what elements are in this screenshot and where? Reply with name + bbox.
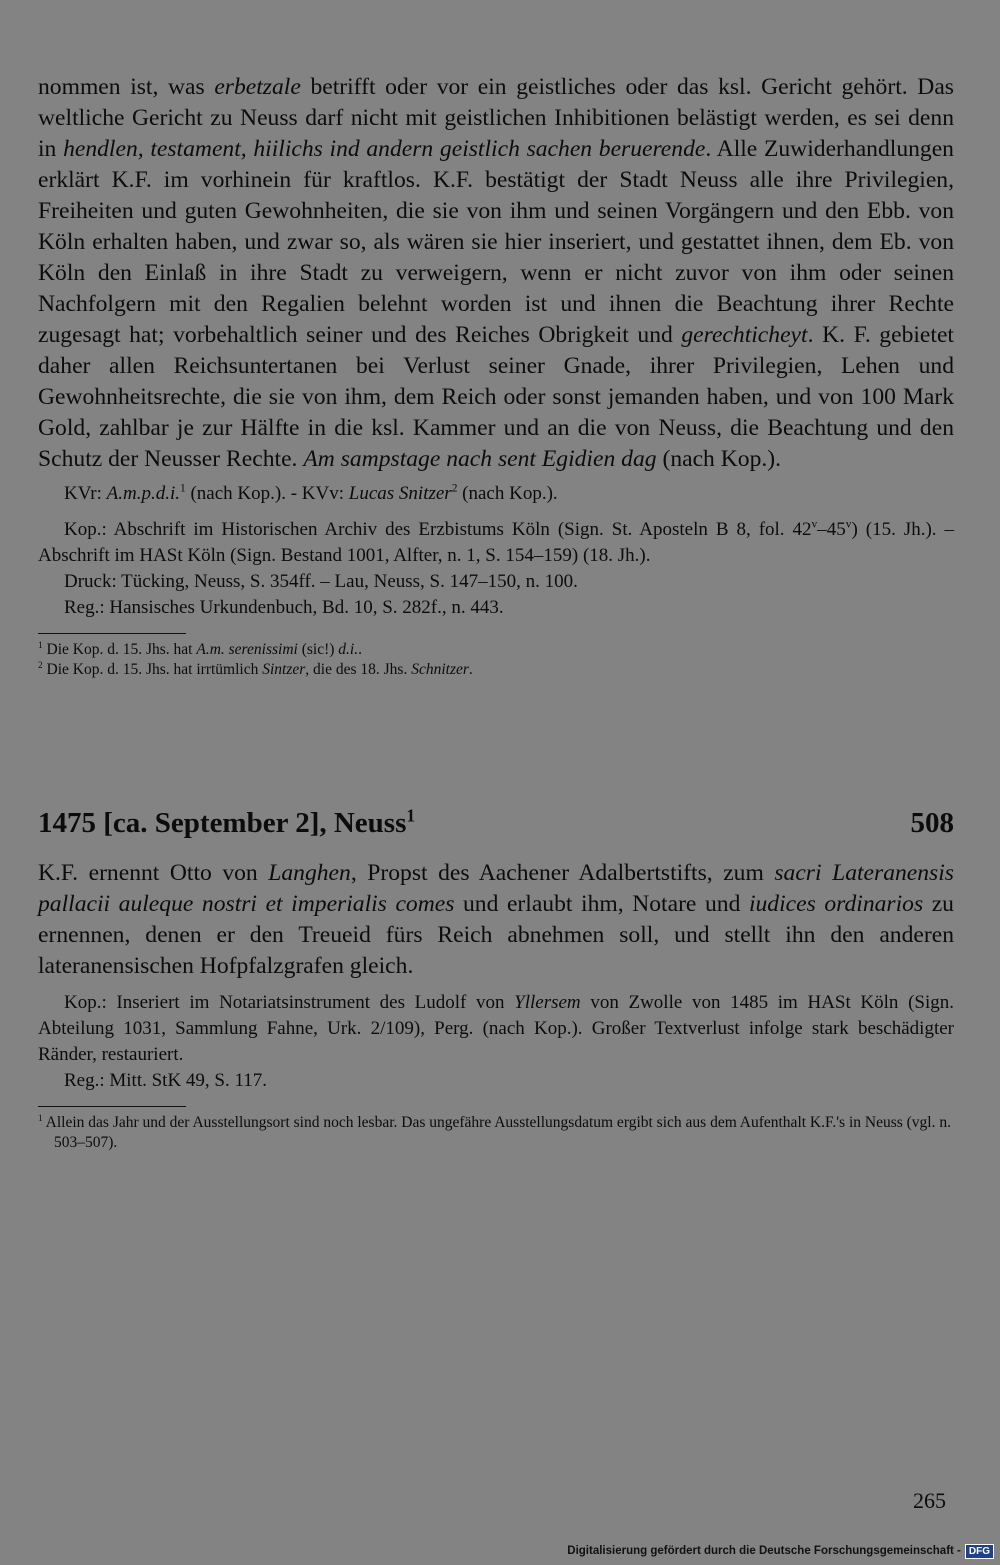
italic-text: A.m.p.d.i. xyxy=(106,483,181,504)
text-run: –45 xyxy=(817,519,846,540)
italic-text: gerechticheyt xyxy=(681,322,808,348)
footnote-marker: 2 xyxy=(451,482,458,495)
text-run: zu ernennen, denen er den Treueid fürs Reich abnehmen soll, und stellt ihn den anderen lateranensischen Hofpfalzgrafen gleich. xyxy=(38,891,954,979)
italic-text: iudices ordinarios xyxy=(748,891,924,917)
dfg-logo-icon: DFG xyxy=(965,1544,994,1559)
footnote-marker: 2 xyxy=(38,660,43,671)
text-run: nommen ist, was xyxy=(38,74,215,100)
doc-508prev-reg-note: Reg.: Hansisches Urkundenbuch, Bd. 10, S. 282f., n. 443. xyxy=(64,597,504,618)
footnote-divider xyxy=(38,1106,186,1107)
footnote-marker: 1 xyxy=(180,482,186,495)
footer-credit-text: Digitalisierung gefördert durch die Deutsche Forschungsgemeinschaft - xyxy=(567,1545,961,1557)
text-run: (nach Kop.). xyxy=(457,483,558,504)
document-number: 508 xyxy=(910,807,954,839)
text-run: Die Kop. d. 15. Jhs. hat irrtümlich xyxy=(42,661,263,678)
page-content xyxy=(38,72,954,1153)
text-run: (nach Kop.). xyxy=(656,446,782,472)
text-run: (sic!) xyxy=(297,641,339,658)
doc-508prev-kop-note xyxy=(38,517,954,569)
text-run: Kop.: Abschrift im Historischen Archiv des Erzbistums Köln (Sign. St. Aposteln B 8, fol. 42 xyxy=(64,519,812,540)
doc-508-body xyxy=(38,858,954,982)
text-run: K.F. ernennt Otto von xyxy=(38,860,269,886)
footnote xyxy=(38,660,954,680)
footnote xyxy=(38,1113,954,1153)
text-run: , die des 18. Jhs. xyxy=(305,661,412,678)
text-run: . Alle Zuwiderhandlungen erklärt K.F. im vorhinein für kraftlos. K.F. bestätigt der Stadt Neuss alle ihre Privilegien, Freiheiten und guten Gewohnheiten, die sie von ihm und seinen Vorgängern und den Ebb. von Köln erhalten haben, und zwar so, als wären sie hier inseriert, und gestattet ihnen, dem Eb. von Köln den Einlaß in ihre Stadt zu verweigern, wenn er nicht zuvor von ihm oder seinen Nachfolgern mit den Regalien belehnt worden ist und ihnen die Beachtung ihrer Rechte zugesagt hat; vorbehaltlich seiner und des Reiches Obrigkeit und xyxy=(38,136,954,348)
text-run: betrifft oder vor ein geistliches oder das ksl. Gericht gehört. Das weltliche Gericht zu Neuss darf nicht mit geistlichen Inhibitionen belästigt werden, es sei denn in xyxy=(38,74,954,162)
italic-text: sacri Lateranensis pallacii auleque nostri et imperialis comes xyxy=(38,860,954,917)
document-title: 1475 [ca. September 2], Neuss$^1$ xyxy=(38,805,416,839)
footnote-marker: 1 xyxy=(38,640,43,651)
footer-credit[interactable] xyxy=(567,1541,994,1561)
text-run: Kop.: Inseriert im Notariatsinstrument des Ludolf von xyxy=(64,992,515,1013)
text-run: (nach Kop.). - KVv: xyxy=(185,483,349,504)
footnote-marker: 1 xyxy=(38,1113,43,1124)
page-number: 265 xyxy=(913,1488,946,1513)
italic-text: hendlen, testament, hiilichs ind andern geistlich sachen beruerende xyxy=(63,136,706,162)
text-run: von Zwolle von 1485 im HASt Köln (Sign. Abteilung 1031, Sammlung Fahne, Urk. 2/109), Perg. (nach Kop.). Großer Textverlust infolge stark beschädigter Ränder, restauriert. xyxy=(38,992,954,1065)
text-run: . xyxy=(468,661,473,678)
italic-text: Yllersem xyxy=(514,992,581,1013)
text-run: . K. F. gebietet daher allen Reichsuntertanen bei Verlust seiner Gnade, ihrer Privilegien, Lehen und Gewohnheitsrechte, die sie von ihm, dem Reich oder sonst jemanden haben, und von 100 Mark Gold, zahlbar je zur Hälfte in die ksl. Kammer und an die von Neuss, die Beachtung und den Schutz der Neusser Rechte. xyxy=(38,322,954,472)
italic-text: Lucas Snitzer xyxy=(348,483,452,504)
text-run: Allein das Jahr und der Ausstellungsort sind noch lesbar. Das ungefähre Ausstellungsdatum ergibt sich aus dem Aufenthalt K.F.'s in Neuss (vgl. n. 503–507). xyxy=(42,1114,951,1151)
text-run: und erlaubt ihm, Notare und xyxy=(454,891,749,917)
italic-text: Langhen xyxy=(268,860,351,886)
doc-508prev-footnotes xyxy=(38,640,954,680)
text-run: ) (15. Jh.). – Abschrift im HASt Köln (Sign. Bestand 1001, Alfter, n. 1, S. 154–159) (18. Jh.). xyxy=(38,519,954,566)
document-heading xyxy=(38,806,954,840)
italic-text: Am sampstage nach sent Egidien dag xyxy=(303,446,657,472)
text-run: , Propst des Aachener Adalbertstifts, zum xyxy=(350,860,775,886)
doc-508prev-body xyxy=(38,72,954,475)
text-run: . xyxy=(358,641,362,658)
italic-text: A.m. serenissimi xyxy=(196,641,298,658)
doc-508-footnotes xyxy=(38,1113,954,1153)
footnote-marker: v xyxy=(811,518,818,531)
italic-text: d.i. xyxy=(338,641,359,658)
italic-text: Sintzer xyxy=(262,661,306,678)
footnote-divider xyxy=(38,633,186,634)
text-run: Die Kop. d. 15. Jhs. hat xyxy=(42,641,197,658)
doc-508-kop-note xyxy=(38,990,954,1068)
italic-text: erbetzale xyxy=(214,74,301,100)
footnote xyxy=(38,640,954,660)
text-run: KVr: xyxy=(64,483,107,504)
footnote-marker: v xyxy=(845,518,852,531)
doc-508prev-kv-note xyxy=(38,481,954,507)
doc-508prev-druck-note: Druck: Tücking, Neuss, S. 354ff. – Lau, Neuss, S. 147–150, n. 100. xyxy=(64,571,578,592)
italic-text: Schnitzer xyxy=(411,661,469,678)
doc-508-reg-note: Reg.: Mitt. StK 49, S. 117. xyxy=(64,1070,268,1091)
